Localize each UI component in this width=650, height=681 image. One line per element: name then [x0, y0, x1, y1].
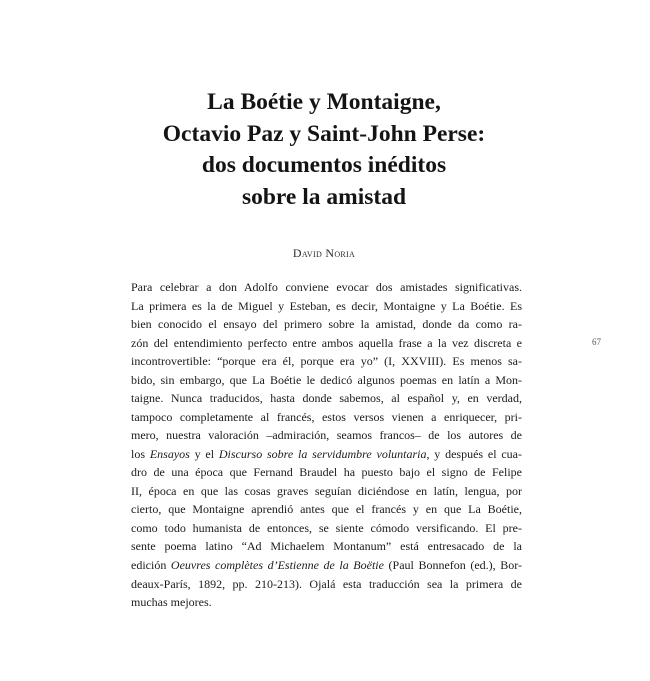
body-paragraph: [131, 278, 522, 612]
body-line-last: muchas mejores.: [131, 595, 212, 610]
body-line: zón del entendimiento perfecto entre ambos aquella frase a la vez discreta e: [131, 335, 522, 350]
body-line: La primera es la de Miguel y Esteban, es decir, Montaigne y La Boétie. Es: [131, 298, 522, 313]
body-line: sente poema latino “Ad Michaelem Montanum” está entresacado de la: [131, 539, 522, 554]
body-line: taigne. Nunca traducidos, hasta donde sabemos, al español y, en verdad,: [131, 391, 522, 406]
italic-book-title: Discurso sobre la servidumbre voluntaria: [218, 446, 427, 461]
title-line: dos documentos inéditos: [201, 152, 447, 178]
body-line: Para celebrar a don Adolfo conviene evocar dos amistades significativas.: [131, 280, 522, 294]
body-line: cierto, que Montaigne aprendió antes que el francés y en que La Boétie,: [131, 502, 522, 517]
body-line: dro de una época que Fernand Braudel ha puesto bajo el signo de Felipe: [131, 465, 522, 480]
body-text-segment: edición: [131, 557, 171, 572]
body-text-segment: los: [131, 446, 150, 461]
chapter-title: [104, 87, 544, 213]
body-line: como todo humanista de entonces, se siente cómodo versificando. El pre-: [131, 520, 522, 535]
body-line: [131, 445, 522, 464]
body-line: II, época en que las cosas graves seguían diciéndose en latín, lengua, por: [131, 483, 522, 498]
title-line: La Boétie y Montaigne,: [207, 89, 441, 115]
page-number: 67: [592, 337, 601, 347]
body-text-segment: y el: [189, 446, 219, 461]
title-line: Octavio Paz y Saint-John Perse:: [162, 120, 486, 147]
body-text-segment: , y después el cua-: [426, 446, 522, 461]
body-line: tampoco completamente al francés, estos versos vienen a enriquecer, pri-: [131, 409, 522, 424]
body-line: incontrovertible: “porque era él, porque era yo” (I, XXVIII). Es menos sa-: [131, 354, 522, 369]
author-name: David Noria: [292, 246, 356, 260]
body-line: deaux-París, 1892, pp. 210-213). Ojalá esta traducción sea la primera de: [131, 576, 522, 591]
body-line: [131, 556, 522, 575]
body-line: bien conocido el ensayo del primero sobre la amistad, donde da como ra-: [131, 317, 522, 332]
title-line: sobre la amistad: [241, 183, 407, 210]
italic-book-title: Oeuvres complètes d’Estienne de la Boëtie: [170, 557, 384, 572]
body-line: mero, nuestra valoración –admiración, seamos francos– de los autores de: [131, 428, 522, 443]
body-text-segment: (Paul Bonnefon (ed.), Bor-: [383, 557, 522, 572]
italic-book-title: Ensayos: [149, 446, 190, 461]
body-line: bido, sin embargo, que La Boétie le dedicó algunos poemas en latín a Mon-: [131, 372, 522, 387]
